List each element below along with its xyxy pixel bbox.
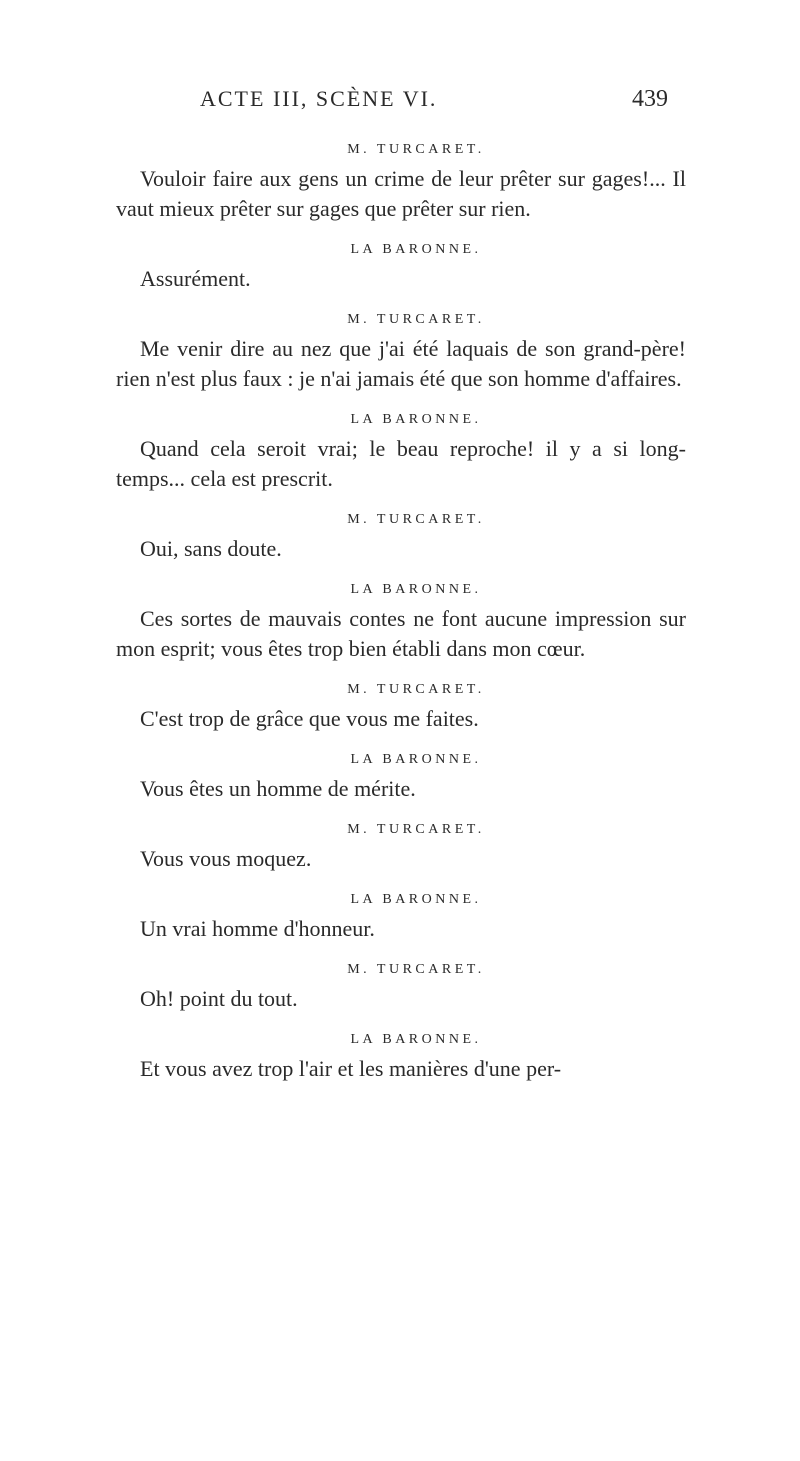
speech-text: Oh! point du tout. xyxy=(140,986,298,1011)
speech-text: Et vous avez trop l'air et les manières d'une per- xyxy=(140,1056,562,1081)
speaker-name: LA BARONNE. xyxy=(350,892,482,907)
speaker-name: LA BARONNE. xyxy=(350,582,482,597)
speaker-name: M. TURCARET. xyxy=(347,962,485,977)
speaker-name: LA BARONNE. xyxy=(350,752,482,767)
speaker-name: LA BARONNE. xyxy=(350,1032,482,1047)
speaker-name: M. TURCARET. xyxy=(347,312,485,327)
speaker-name: M. TURCARET. xyxy=(347,682,485,697)
speaker-name: M. TURCARET. xyxy=(347,142,485,157)
speaker-name: LA BARONNE. xyxy=(350,412,482,427)
running-head xyxy=(168,86,668,116)
speaker-name: LA BARONNE. xyxy=(350,242,482,257)
running-title: ACTE III, SCÈNE VI. xyxy=(200,86,438,111)
dialogue-text xyxy=(116,136,686,1084)
speech-text: Vous vous moquez. xyxy=(140,846,312,871)
speech-text: C'est trop de grâce que vous me faites. xyxy=(140,706,479,731)
speech-text: Un vrai homme d'honneur. xyxy=(140,916,375,941)
speech-text: Quand cela seroit vrai; le beau reproche! il y a si long-temps... cela est prescrit. xyxy=(116,436,686,491)
speech-text: Assurément. xyxy=(140,266,251,291)
speaker-name: M. TURCARET. xyxy=(347,512,485,527)
speech-text: Ces sortes de mauvais contes ne font aucune impression sur mon esprit; vous êtes trop bien établi dans mon cœur. xyxy=(116,606,686,661)
speech-text: Me venir dire au nez que j'ai été laquais de son grand-père! rien n'est plus faux : je n'ai jamais été que son homme d'affaires. xyxy=(116,336,686,391)
speaker-name: M. TURCARET. xyxy=(347,822,485,837)
speech-text: Oui, sans doute. xyxy=(140,536,282,561)
speech-text: Vous êtes un homme de mérite. xyxy=(140,776,416,801)
speech-text: Vouloir faire aux gens un crime de leur prêter sur gages!... Il vaut mieux prêter sur gages que prêter sur rien. xyxy=(116,166,686,221)
page-number: 439 xyxy=(632,86,668,112)
